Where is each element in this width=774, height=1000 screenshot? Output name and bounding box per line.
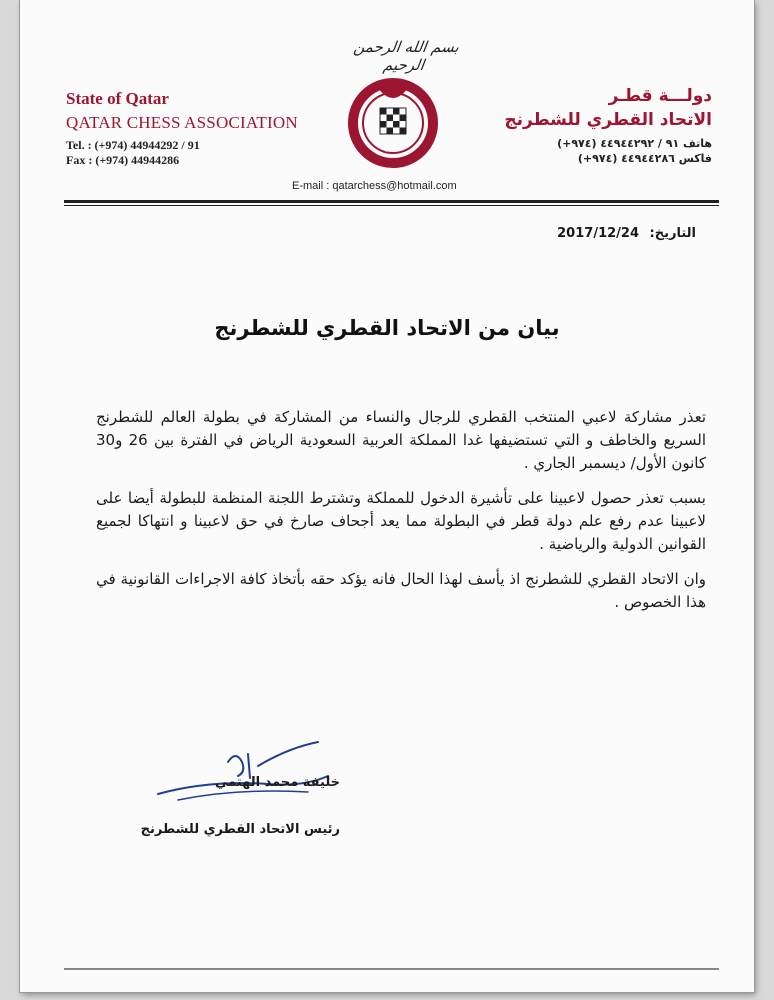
date-value: 2017/12/24 — [557, 226, 639, 241]
chess-board-icon — [380, 108, 406, 134]
statement-title: بيان من الاتحاد القطري للشطرنج — [214, 316, 560, 340]
signatory-name: خليفة محمد الهتمي — [214, 775, 340, 790]
basmala: بسم الله الرحمن الرحيم — [352, 38, 461, 74]
logo-text: Q.C.A — [381, 143, 405, 152]
header-divider-thin — [64, 205, 719, 206]
arabic-country-name: دولـــة قطـر — [608, 86, 712, 106]
body-paragraph: تعذر مشاركة لاعبي المنتخب القطري للرجال والنساء من المشاركة في بطولة العالم للشطرنج السريع والخاطف و التي تستضيفها غدا المملكة العربية السعودية الرياض في الفترة بين 26 و30 كانون الأول/ ديسمبر الجاري . — [96, 408, 706, 472]
arabic-association-name: الاتحاد القطري للشطرنج — [504, 110, 712, 130]
english-fax: Fax : (+974) 44944286 — [66, 153, 180, 167]
english-phone: Tel. : (+974) 44944292 / 91 — [66, 138, 200, 152]
handwritten-signature — [118, 732, 338, 812]
signatory-title: رئيس الاتحاد القطري للشطرنج — [140, 822, 340, 837]
body-paragraph: وان الاتحاد القطري للشطرنج اذ يأسف لهذا الحال فانه يؤكد حقه بأتخاذ كافة الاجراءات القانونية في هذا الخصوص . — [96, 570, 706, 611]
arabic-letterhead — [452, 85, 712, 166]
arabic-fax: فاكس ٤٤٩٤٤٢٨٦ (٩٧٤+) — [577, 152, 712, 165]
date-row — [557, 226, 696, 241]
header-divider-thick — [64, 200, 719, 203]
body-paragraph: بسبب تعذر حصول لاعبينا على تأشيرة الدخول للمملكة وتشترط اللجنة المنظمة للبطولة أيضا على لاعبينا عدم رفع علم دولة قطر في البطولة مما يعد أجحاف صارخ في حق لاعبينا و انتهاكا لجميع القوانين الدولية والرياضية . — [96, 489, 706, 553]
english-association-name: QATAR CHESS ASSOCIATION — [66, 113, 298, 132]
letter-page — [20, 0, 754, 992]
association-logo — [348, 78, 438, 168]
english-country-name: State of Qatar — [66, 89, 169, 108]
email-address: E-mail : qatarchess@hotmail.com — [292, 180, 457, 192]
date-label: التاريخ: — [649, 226, 696, 241]
statement-body — [96, 406, 706, 626]
arabic-phone: هاتف ٩١ / ٤٤٩٤٤٢٩٢ (٩٧٤+) — [557, 137, 712, 150]
footer-divider — [64, 968, 719, 970]
english-letterhead — [66, 88, 326, 168]
